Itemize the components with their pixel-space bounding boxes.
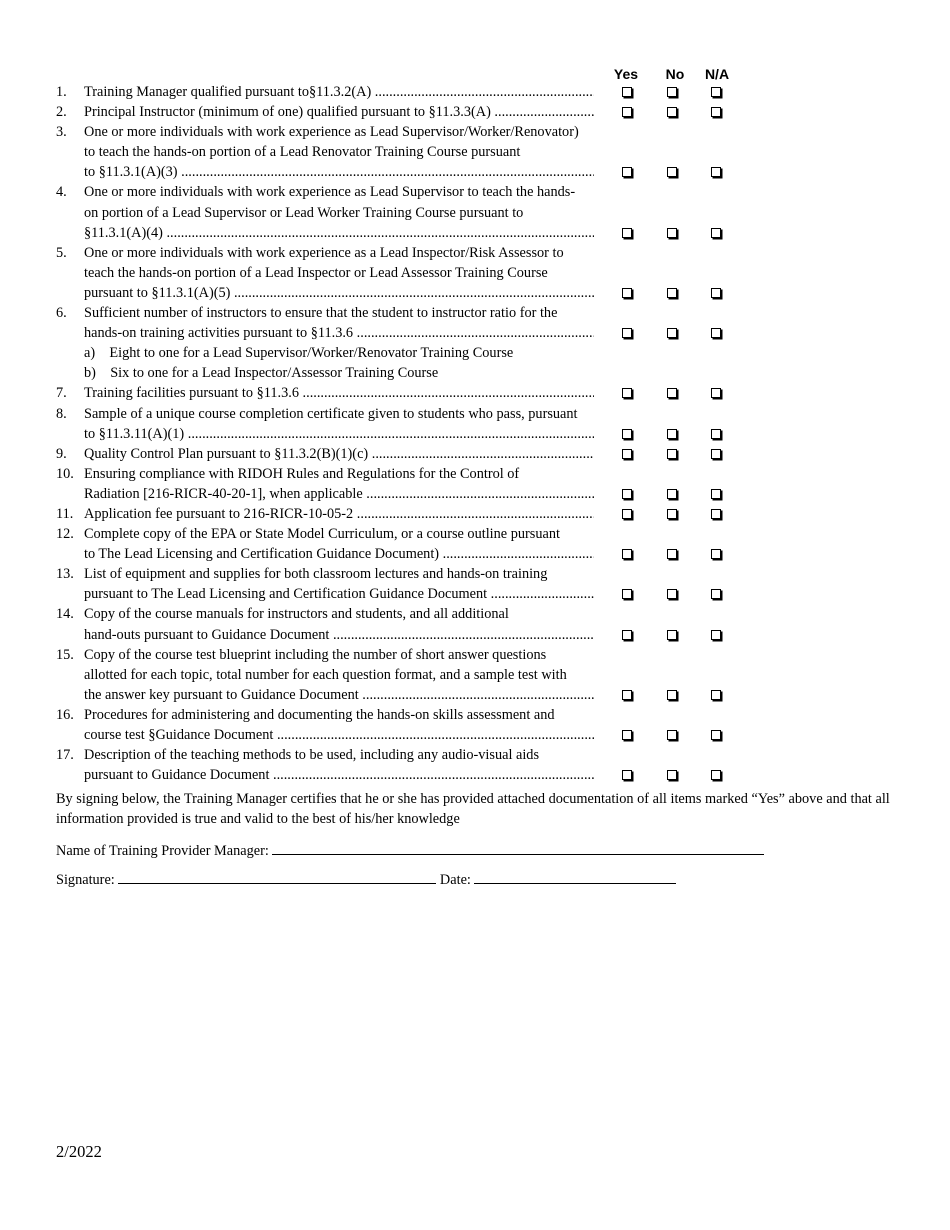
no-checkbox[interactable] (667, 549, 677, 559)
checklist-item-line (56, 705, 936, 725)
no-checkbox[interactable] (667, 388, 677, 398)
yes-checkbox[interactable] (622, 167, 632, 177)
subitem-text: a) Eight to one for a Lead Supervisor/Worker/Renovator Training Course (84, 345, 514, 362)
yes-checkbox[interactable] (622, 388, 632, 398)
na-checkbox[interactable] (711, 388, 721, 398)
checklist-item-line (56, 444, 936, 464)
na-checkbox[interactable] (711, 167, 721, 177)
no-checkbox[interactable] (667, 770, 677, 780)
item-text: Complete copy of the EPA or State Model Curriculum, or a course outline pursuant (84, 526, 560, 543)
item-text: Copy of the course test blueprint including the number of short answer questions (84, 646, 547, 663)
na-checkbox[interactable] (711, 630, 721, 640)
item-number: 16. (56, 706, 74, 723)
item-text: to teach the hands-on portion of a Lead Renovator Training Course pursuant (84, 144, 521, 161)
manager-name-input-line[interactable] (272, 840, 764, 855)
na-checkbox[interactable] (711, 489, 721, 499)
item-text: Training facilities pursuant to §11.3.6 ..... (84, 383, 594, 403)
yes-checkbox[interactable] (622, 730, 632, 740)
item-number: 10. (56, 465, 74, 482)
yes-checkbox[interactable] (622, 509, 632, 519)
item-number: 4. (56, 184, 67, 201)
checklist-item-line (56, 263, 936, 283)
na-checkbox[interactable] (711, 770, 721, 780)
no-checkbox[interactable] (667, 167, 677, 177)
date-label: Date: (439, 872, 471, 888)
item-text: pursuant to §11.3.1(A)(5) ..... (84, 283, 594, 303)
checklist-item-line (56, 625, 936, 645)
checklist-subitem (56, 343, 936, 363)
checklist-item-line (56, 484, 936, 504)
item-number: 17. (56, 747, 74, 764)
item-text: teach the hands-on portion of a Lead Inspector or Lead Assessor Training Course (84, 264, 548, 281)
item-number: 15. (56, 646, 74, 663)
checklist-item-line (56, 142, 936, 162)
item-text: to §11.3.11(A)(1) ..... (84, 424, 594, 444)
yes-checkbox[interactable] (622, 770, 632, 780)
item-number: 14. (56, 606, 74, 623)
na-checkbox[interactable] (711, 589, 721, 599)
checklist-item-line (56, 82, 936, 102)
na-checkbox[interactable] (711, 328, 721, 338)
checklist-item-line (56, 243, 936, 263)
item-number: 6. (56, 305, 67, 322)
na-checkbox[interactable] (711, 288, 721, 298)
checklist-item-line (56, 504, 936, 524)
yes-checkbox[interactable] (622, 549, 632, 559)
signature-input-line[interactable] (118, 869, 436, 884)
checklist-item-line (56, 122, 936, 142)
item-text: pursuant to Guidance Document ..... (84, 765, 594, 785)
item-text: §11.3.1(A)(4) ..... (84, 223, 594, 243)
checklist-item-line (56, 745, 936, 765)
checklist-item-line (56, 223, 936, 243)
no-checkbox[interactable] (667, 107, 677, 117)
na-checkbox[interactable] (711, 509, 721, 519)
checklist-item-line (56, 404, 936, 424)
item-text: on portion of a Lead Supervisor or Lead Worker Training Course pursuant to (84, 204, 524, 221)
subitem-text: b) Six to one for a Lead Inspector/Assessor Training Course (84, 365, 439, 382)
signature-label: Signature: (56, 872, 115, 888)
checklist-item-line (56, 102, 936, 122)
no-checkbox[interactable] (667, 429, 677, 439)
item-text: to The Lead Licensing and Certification Guidance Document) ..... (84, 544, 594, 564)
item-text: allotted for each topic, total number for each question format, and a sample test with (84, 666, 567, 683)
na-checkbox[interactable] (711, 730, 721, 740)
item-number: 3. (56, 124, 67, 141)
item-text: hand-outs pursuant to Guidance Document ..... (84, 625, 594, 645)
yes-checkbox[interactable] (622, 328, 632, 338)
item-number: 1. (56, 84, 67, 100)
checklist-subitem (56, 363, 936, 383)
yes-checkbox[interactable] (622, 288, 632, 298)
yes-checkbox[interactable] (622, 690, 632, 700)
item-number: 9. (56, 445, 67, 462)
na-checkbox[interactable] (711, 87, 721, 97)
no-checkbox[interactable] (667, 730, 677, 740)
checklist-item-line (56, 424, 936, 444)
no-checkbox[interactable] (667, 589, 677, 599)
item-text: Application fee pursuant to 216-RICR-10-05-2 ..... (84, 504, 594, 524)
item-text: Sufficient number of instructors to ensure that the student to instructor ratio for the (84, 305, 558, 322)
item-text: Description of the teaching methods to be used, including any audio-visual aids (84, 747, 540, 764)
yes-checkbox[interactable] (622, 87, 632, 97)
item-text: Copy of the course manuals for instructors and students, and all additional (84, 606, 509, 623)
item-number: 12. (56, 526, 74, 543)
certification-statement: By signing below, the Training Manager certifies that he or she has provided attached documentation of all items marked “Yes” above and that all information provided is true and valid to the best of his/her knowledge (56, 791, 890, 828)
item-text: One or more individuals with work experience as Lead Supervisor to teach the hands- (84, 184, 576, 201)
item-text: List of equipment and supplies for both classroom lectures and hands-on training (84, 566, 548, 583)
na-checkbox[interactable] (711, 449, 721, 459)
item-text: course test §Guidance Document ..... (84, 725, 594, 745)
yes-checkbox[interactable] (622, 630, 632, 640)
na-checkbox[interactable] (711, 690, 721, 700)
no-checkbox[interactable] (667, 328, 677, 338)
item-text: One or more individuals with work experience as a Lead Inspector/Risk Assessor to (84, 244, 564, 261)
no-checkbox[interactable] (667, 690, 677, 700)
checklist-item-line (56, 303, 936, 323)
item-number: 5. (56, 244, 67, 261)
no-checkbox[interactable] (667, 509, 677, 519)
yes-checkbox[interactable] (622, 449, 632, 459)
na-checkbox[interactable] (711, 429, 721, 439)
item-number: 7. (56, 385, 67, 402)
item-number: 13. (56, 566, 74, 583)
checklist-item-line (56, 725, 936, 745)
item-text: hands-on training activities pursuant to §11.3.6 ..... (84, 323, 594, 343)
checklist-item-line (56, 645, 936, 665)
checklist (56, 82, 936, 785)
item-text: pursuant to The Lead Licensing and Certification Guidance Document ..... (84, 584, 594, 604)
item-number: 8. (56, 405, 67, 422)
na-checkbox[interactable] (711, 107, 721, 117)
item-text: Quality Control Plan pursuant to §11.3.2(B)(1)(c) ..... (84, 444, 594, 464)
no-checkbox[interactable] (667, 87, 677, 97)
no-checkbox[interactable] (667, 489, 677, 499)
manager-name-field (56, 840, 764, 860)
item-text: One or more individuals with work experience as Lead Supervisor/Worker/Renovator) (84, 124, 579, 141)
checklist-item-line (56, 685, 936, 705)
checklist-item-line (56, 203, 936, 223)
yes-checkbox[interactable] (622, 429, 632, 439)
checklist-item-line (56, 323, 936, 343)
checklist-item-line (56, 584, 936, 604)
item-text: the answer key pursuant to Guidance Document ..... (84, 685, 594, 705)
no-checkbox[interactable] (667, 630, 677, 640)
manager-name-label: Name of Training Provider Manager: (56, 843, 269, 859)
item-text: Sample of a unique course completion certificate given to students who pass, pursuant (84, 405, 578, 422)
item-text: Radiation [216-RICR-40-20-1], when applicable ..... (84, 484, 594, 504)
checklist-item-line (56, 665, 936, 685)
checklist-item-line (56, 383, 936, 403)
yes-checkbox[interactable] (622, 489, 632, 499)
signature-field (56, 869, 676, 889)
item-number: 2. (56, 104, 67, 121)
item-number: 11. (56, 505, 74, 522)
item-text: Training Manager qualified pursuant to§11.3.2(A) ..... (84, 82, 594, 102)
item-text: to §11.3.1(A)(3) ..... (84, 162, 594, 182)
checklist-item-line (56, 765, 936, 785)
no-checkbox[interactable] (667, 288, 677, 298)
revision-date: 2/2022 (56, 1142, 102, 1161)
item-text: Procedures for administering and documenting the hands-on skills assessment and (84, 706, 555, 723)
item-text: Principal Instructor (minimum of one) qualified pursuant to §11.3.3(A) ..... (84, 102, 594, 122)
column-yes-header: Yes (613, 66, 639, 82)
yes-checkbox[interactable] (622, 228, 632, 238)
checklist-item-line (56, 544, 936, 564)
checklist-item-line (56, 604, 936, 624)
no-checkbox[interactable] (667, 449, 677, 459)
na-checkbox[interactable] (711, 549, 721, 559)
checklist-item-line (56, 283, 936, 303)
yes-checkbox[interactable] (622, 589, 632, 599)
checklist-item-line (56, 182, 936, 202)
column-no-header: No (665, 66, 685, 82)
checklist-item-line (56, 524, 936, 544)
no-checkbox[interactable] (667, 228, 677, 238)
checklist-item-line (56, 162, 936, 182)
checklist-item-line (56, 564, 936, 584)
na-checkbox[interactable] (711, 228, 721, 238)
date-input-line[interactable] (474, 869, 676, 884)
checklist-item-line (56, 464, 936, 484)
yes-checkbox[interactable] (622, 107, 632, 117)
column-na-header: N/A (704, 66, 730, 82)
item-text: Ensuring compliance with RIDOH Rules and Regulations for the Control of (84, 465, 520, 482)
